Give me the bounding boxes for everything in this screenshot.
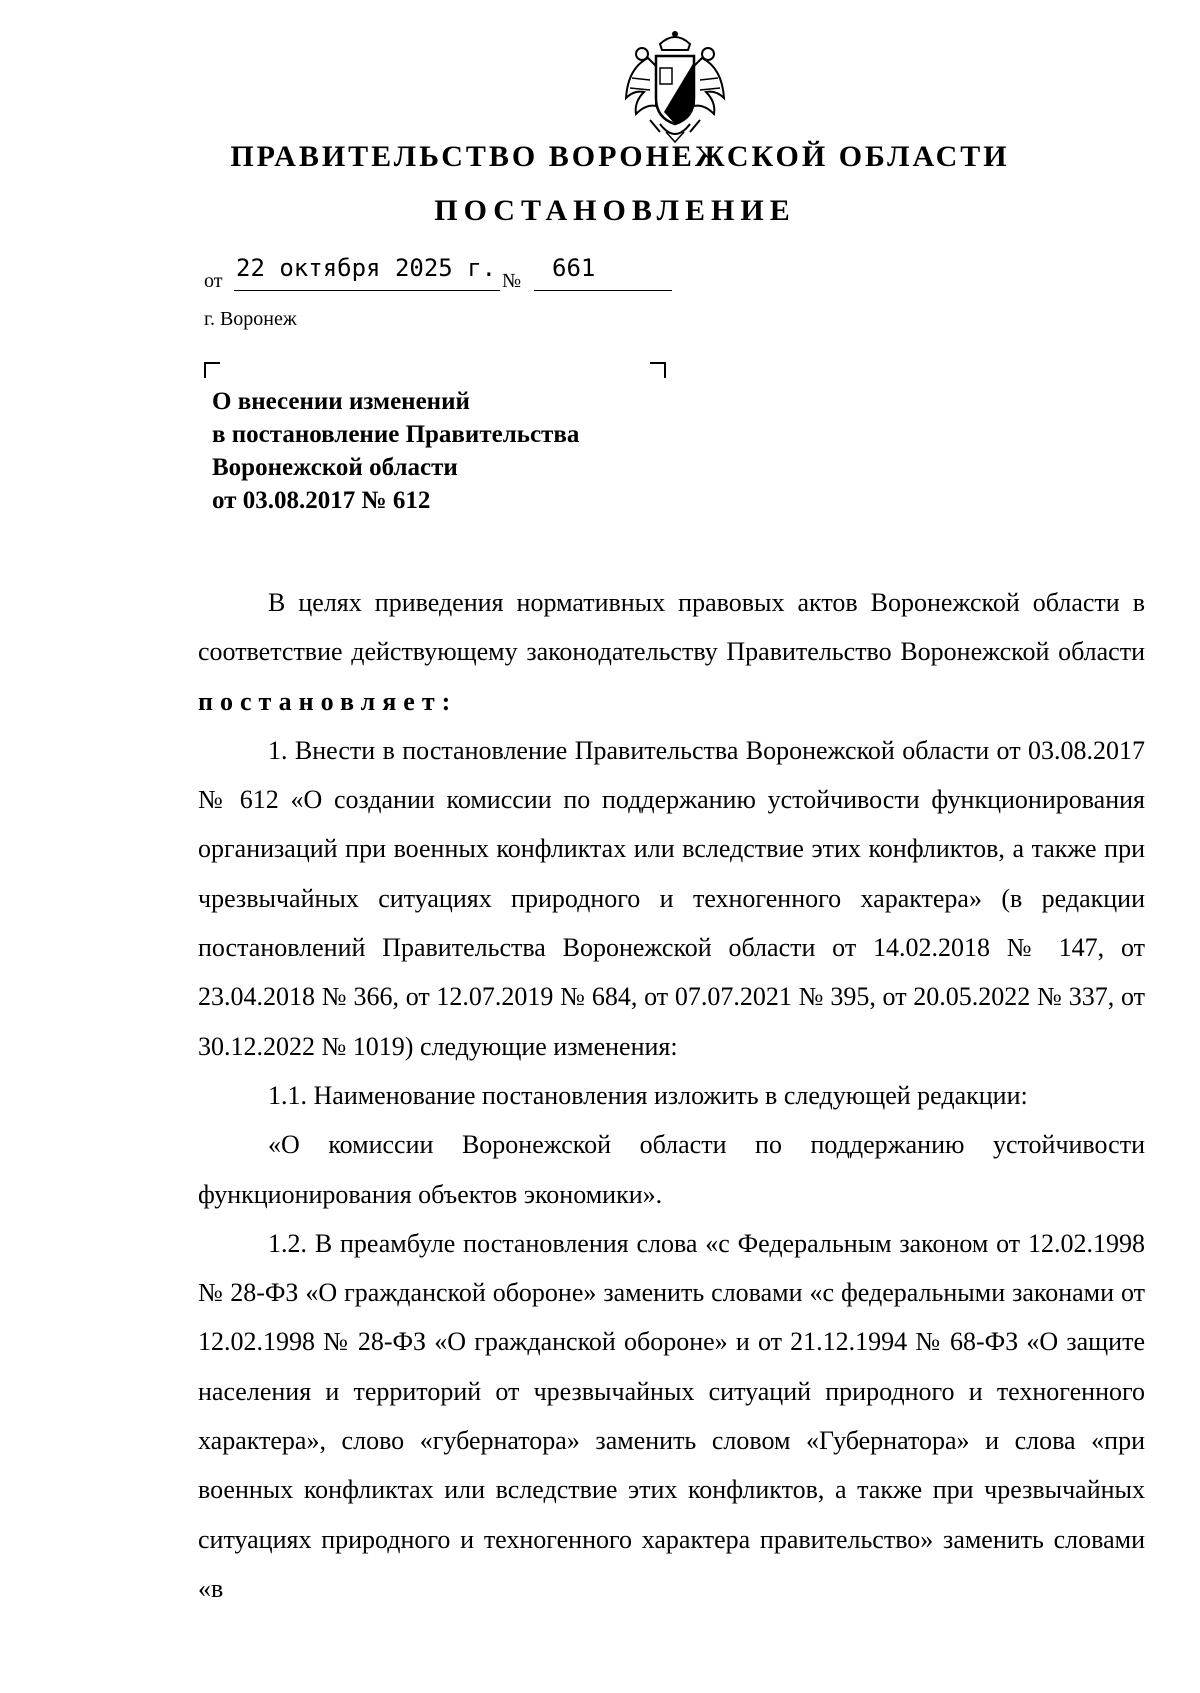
- subject-line: О внесении изменений: [212, 388, 470, 415]
- subject-line: от 03.08.2017 № 612: [212, 487, 431, 514]
- subject-line: в постановление Правительства: [212, 421, 580, 448]
- document-number: 661: [552, 254, 596, 282]
- document-subject: [212, 385, 579, 517]
- coat-of-arms-icon: [620, 28, 730, 146]
- registration-row: [204, 248, 674, 292]
- document-body: [198, 578, 1145, 1613]
- subject-corner-left: [204, 362, 220, 378]
- document-type: ПОСТАНОВЛЕНИЕ: [434, 194, 796, 227]
- preamble-paragraph: [198, 578, 1145, 726]
- paragraph-1: 1. Внести в постановление Правительства Воронежской области от 03.08.2017 № 612 «О создании комиссии по поддержанию устойчивости функционирования организаций при военных конфликтах или вследствие этих конфликтов, а также при чрезвычайных ситуациях природного и техногенного характера» (в редакции постановлений Правительства Воронежской области от 14.02.2018 № 147, от 23.04.2018 № 366, от 12.07.2019 № 684, от 07.07.2021 № 395, от 20.05.2022 № 337, от 30.12.2022 № 1019) следующие изменения:: [198, 735, 1145, 1061]
- date-prefix: от: [204, 270, 223, 292]
- paragraph-1-1-quote: «О комиссии Воронежской области по поддержанию устойчивости функционирования объектов экономики».: [198, 1130, 1145, 1209]
- organization-title: ПРАВИТЕЛЬСТВО ВОРОНЕЖСКОЙ ОБЛАСТИ: [230, 140, 1010, 173]
- subject-line: Воронежской области: [212, 454, 458, 481]
- subject-corner-right: [650, 362, 666, 378]
- paragraph-1-2: 1.2. В преамбуле постановления слова «с Федеральным законом от 12.02.1998 № 28-ФЗ «О гражданской обороне» заменить словами «с федеральными законами от 12.02.1998 № 28-ФЗ «О гражданской обороне» и от 21.12.1994 № 68-ФЗ «О защите населения и территорий от чрезвычайных ситуаций природного и техногенного характера», слово «губернатора» заменить словом «Губернатора» и слова «при военных конфликтах или вследствие этих конфликтов, а также при чрезвычайных ситуациях природного и техногенного характера правительство» заменить словами «в: [198, 1228, 1145, 1603]
- paragraph-1-1: 1.1. Наименование постановления изложить в следующей редакции:: [268, 1080, 1028, 1110]
- number-underline: [534, 290, 672, 291]
- document-date: 22 октября 2025 г.: [236, 254, 497, 282]
- preamble-verb: постановляет:: [198, 686, 458, 716]
- date-underline: [234, 290, 500, 291]
- number-prefix: №: [502, 270, 522, 292]
- preamble-text: В целях приведения нормативных правовых актов Воронежской области в соответствие действующему законодательству Правительство Воронежской области: [198, 588, 1145, 667]
- city: г. Воронеж: [204, 308, 297, 330]
